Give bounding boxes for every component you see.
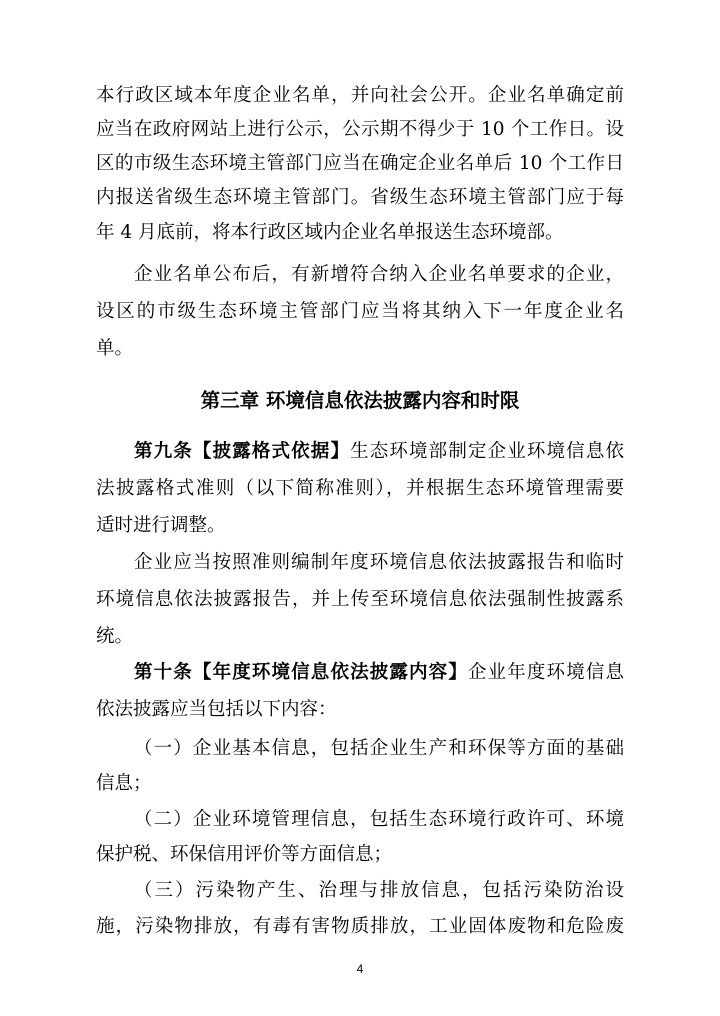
paragraph-2-line-3: 单。: [96, 338, 134, 359]
paragraph-3-line-2: 环境信息依法披露报告，并上传至环境信息依法强制性披露系: [96, 589, 624, 610]
item-3-line-2: 施，污染物排放，有毒有害物质排放，工业固体废物和危险废: [96, 916, 624, 937]
paragraph-1-line-3: 区的市级生态环境主管部门应当在确定企业名单后 10 个工作日: [96, 153, 624, 174]
page-number: 4: [356, 962, 364, 976]
article-10-line-1: [134, 661, 624, 685]
article-9-line-1-text: 生态环境部制定企业环境信息依: [350, 441, 624, 462]
article-9-line-2: 法披露格式准则（以下简称准则），并根据生态环境管理需要: [96, 478, 624, 499]
paragraph-1-line-2: 应当在政府网站上进行公示，公示期不得少于 10 个工作日。设: [96, 119, 624, 140]
article-10-title: 第十条【年度环境信息依法披露内容】: [134, 662, 468, 683]
paragraph-1-line-5: 年 4 月底前，将本行政区域内企业名单报送生态环境部。: [96, 222, 564, 243]
paragraph-3-line-1: 企业应当按照准则编制年度环境信息依法披露报告和临时: [134, 552, 624, 573]
article-9-line-1: [134, 440, 624, 464]
item-1-line-2: 信息；: [96, 773, 152, 794]
item-1-line-1: （一）企业基本信息，包括企业生产和环保等方面的基础: [134, 738, 624, 759]
paragraph-2-line-1: 企业名单公布后，有新增符合纳入企业名单要求的企业，: [134, 264, 624, 285]
paragraph-3-line-3: 统。: [96, 626, 134, 647]
chapter-heading: 第三章 环境信息依法披露内容和时限: [200, 389, 520, 412]
item-2-line-1: （二）企业环境管理信息，包括生态环境行政许可、环境: [134, 809, 624, 830]
paragraph-1-line-4: 内报送省级生态环境主管部门。省级生态环境主管部门应于每: [96, 187, 624, 208]
item-3-line-1: （三）污染物产生、治理与排放信息，包括污染防治设: [134, 880, 624, 901]
article-9-title: 第九条【披露格式依据】: [134, 441, 351, 462]
article-10-line-1-text: 企业年度环境信息: [467, 662, 624, 683]
paragraph-2-line-2: 设区的市级生态环境主管部门应当将其纳入下一年度企业名: [96, 301, 624, 322]
article-9-line-3: 适时进行调整。: [96, 515, 226, 536]
item-2-line-2: 保护税、环保信用评价等方面信息；: [96, 844, 393, 865]
paragraph-1-line-1: 本行政区域本年度企业名单，并向社会公开。企业名单确定前: [96, 85, 624, 106]
article-10-line-2: 依法披露应当包括以下内容：: [96, 699, 337, 720]
